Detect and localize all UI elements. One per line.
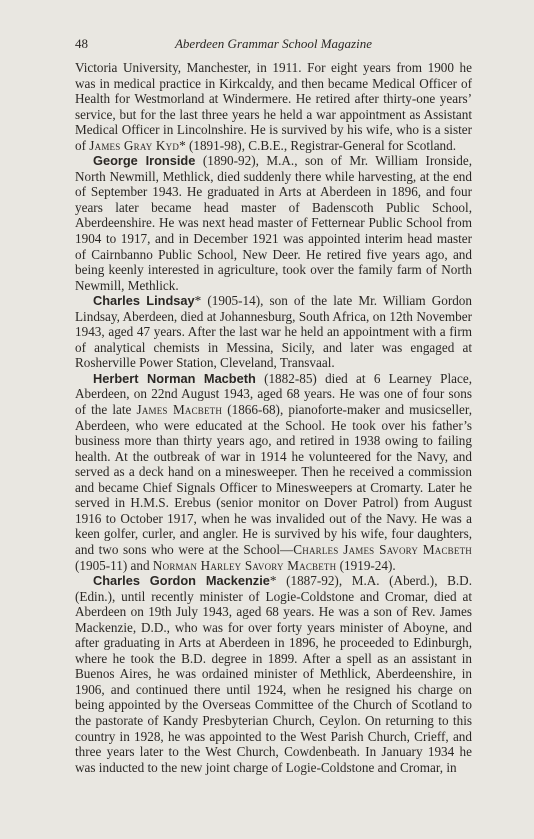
text-run: (1905-11) and	[75, 557, 153, 573]
text-run: * (1905-14), son of the late Mr. William Gordon Lindsay, Aberdeen, died at Johannesburg, South Africa, on 12th November 1943, aged 47 years. After the last war he held an appointment with a firm of analytical chemists in Messina, Sicily, and later was engaged at Rosherville Power Station, Cleveland, Transvaal.	[75, 293, 472, 371]
person-name: Herbert Norman Macbeth	[93, 370, 256, 386]
text-run: Victoria University, Manchester, in 1911. For eight years from 1900 he was in medical practice in Kirkcaldy, and then became Medical Officer of Health for Westmorland at Windermere. He retired after thirty-one years’ service, but for the last three years he held a war appointment as Assistant Medical Officer in Lincolnshire. He is survived by his wife, who is a sister of	[75, 60, 472, 153]
relative-name: James Gray Kyd	[89, 137, 180, 153]
relative-name: James Macbeth	[136, 402, 223, 418]
person-name: Charles Lindsay	[93, 293, 195, 309]
obituary-paragraph	[75, 573, 472, 775]
text-run: * (1887-92), M.A. (Aberd.), B.D. (Edin.), until recently minister of Logie-Coldstone and Cromar, died at Aberdeen on 19th July 1943, aged 68 years. He was a son of Rev. James Mackenzie, D.D., who was for over forty years minister of Aboyne, and after graduating in Arts at Aberdeen in 1896, he proceeded to Edinburgh, where he took the B.D. degree in 1899. After a spell as an assistant in Buenos Aires, he was ordained minister of Methlick, Aberdeenshire, in 1906, and continued there until 1924, when he resigned his charge on being appointed by the Overseas Committee of the Church of Scotland to the pastorate of Kandy Presbyterian Church, Ceylon. On returning to this country in 1928, he was appointed to the West Parish Church, Crieff, and three years later to the West Church, Cowdenbeath. In January 1934 he was inducted to the new joint charge of Logie-Coldstone and Cromar, in	[75, 573, 473, 775]
obituary-paragraph	[75, 153, 472, 293]
obituary-text	[75, 60, 472, 775]
obituary-paragraph	[75, 60, 472, 153]
text-run: (1890-92), M.A., son of Mr. William Ironside, North Newmill, Methlick, died suddenly there while harvesting, at the end of September 1943. He graduated in Arts at Aberdeen in 1896, and four years later became head master of Badenscoth Public School, Aberdeenshire. He was next head master of Fetternear Public School from 1904 to 1917, and in December 1921 was appointed interim head master of Cairnbanno Public School, New Deer. He retired five years ago, and being keenly interested in agriculture, took over the family farm of North Newmill, Methlick.	[75, 153, 472, 293]
person-name: Charles Gordon Mackenzie	[93, 573, 270, 589]
text-run: (1866-68), pianoforte-maker and musicseller, Aberdeen, who were educated at the School. He took over his father’s business more than thirty years ago, and retired in 1938 owing to failing health. At the outbreak of war in 1914 he volunteered for the Navy, and served as a deck hand on a minesweeper. Then he received a commission and became Chief Signals Officer to Minesweepers at Cromarty. Later he served in H.M.S. Erebus (senior monitor on Dover Patrol) from August 1916 to October 1917, when he was invalided out of the Navy. He was a keen golfer, curler, and angler. He is survived by his wife, four daughters, and two sons who were at the School—	[75, 402, 473, 557]
relative-name: Charles James Savory Macbeth	[293, 541, 472, 557]
page-number: 48	[75, 36, 88, 51]
obituary-paragraph	[75, 371, 472, 573]
text-run: (1882-85) died at 6 Learney Place, Aberdeen, on 22nd August 1943, aged 68 years. He was one of four sons of the late	[75, 370, 472, 418]
text-run: (1919-24).	[336, 557, 396, 573]
text-run: * (1891-98), C.B.E., Registrar-General for Scotland.	[179, 137, 457, 153]
relative-name: Norman Harley Savory Macbeth	[152, 557, 337, 573]
obituary-paragraph	[75, 293, 472, 371]
journal-title: Aberdeen Grammar School Magazine	[174, 36, 372, 51]
running-head	[75, 36, 472, 58]
person-name: George Ironside	[93, 153, 196, 169]
